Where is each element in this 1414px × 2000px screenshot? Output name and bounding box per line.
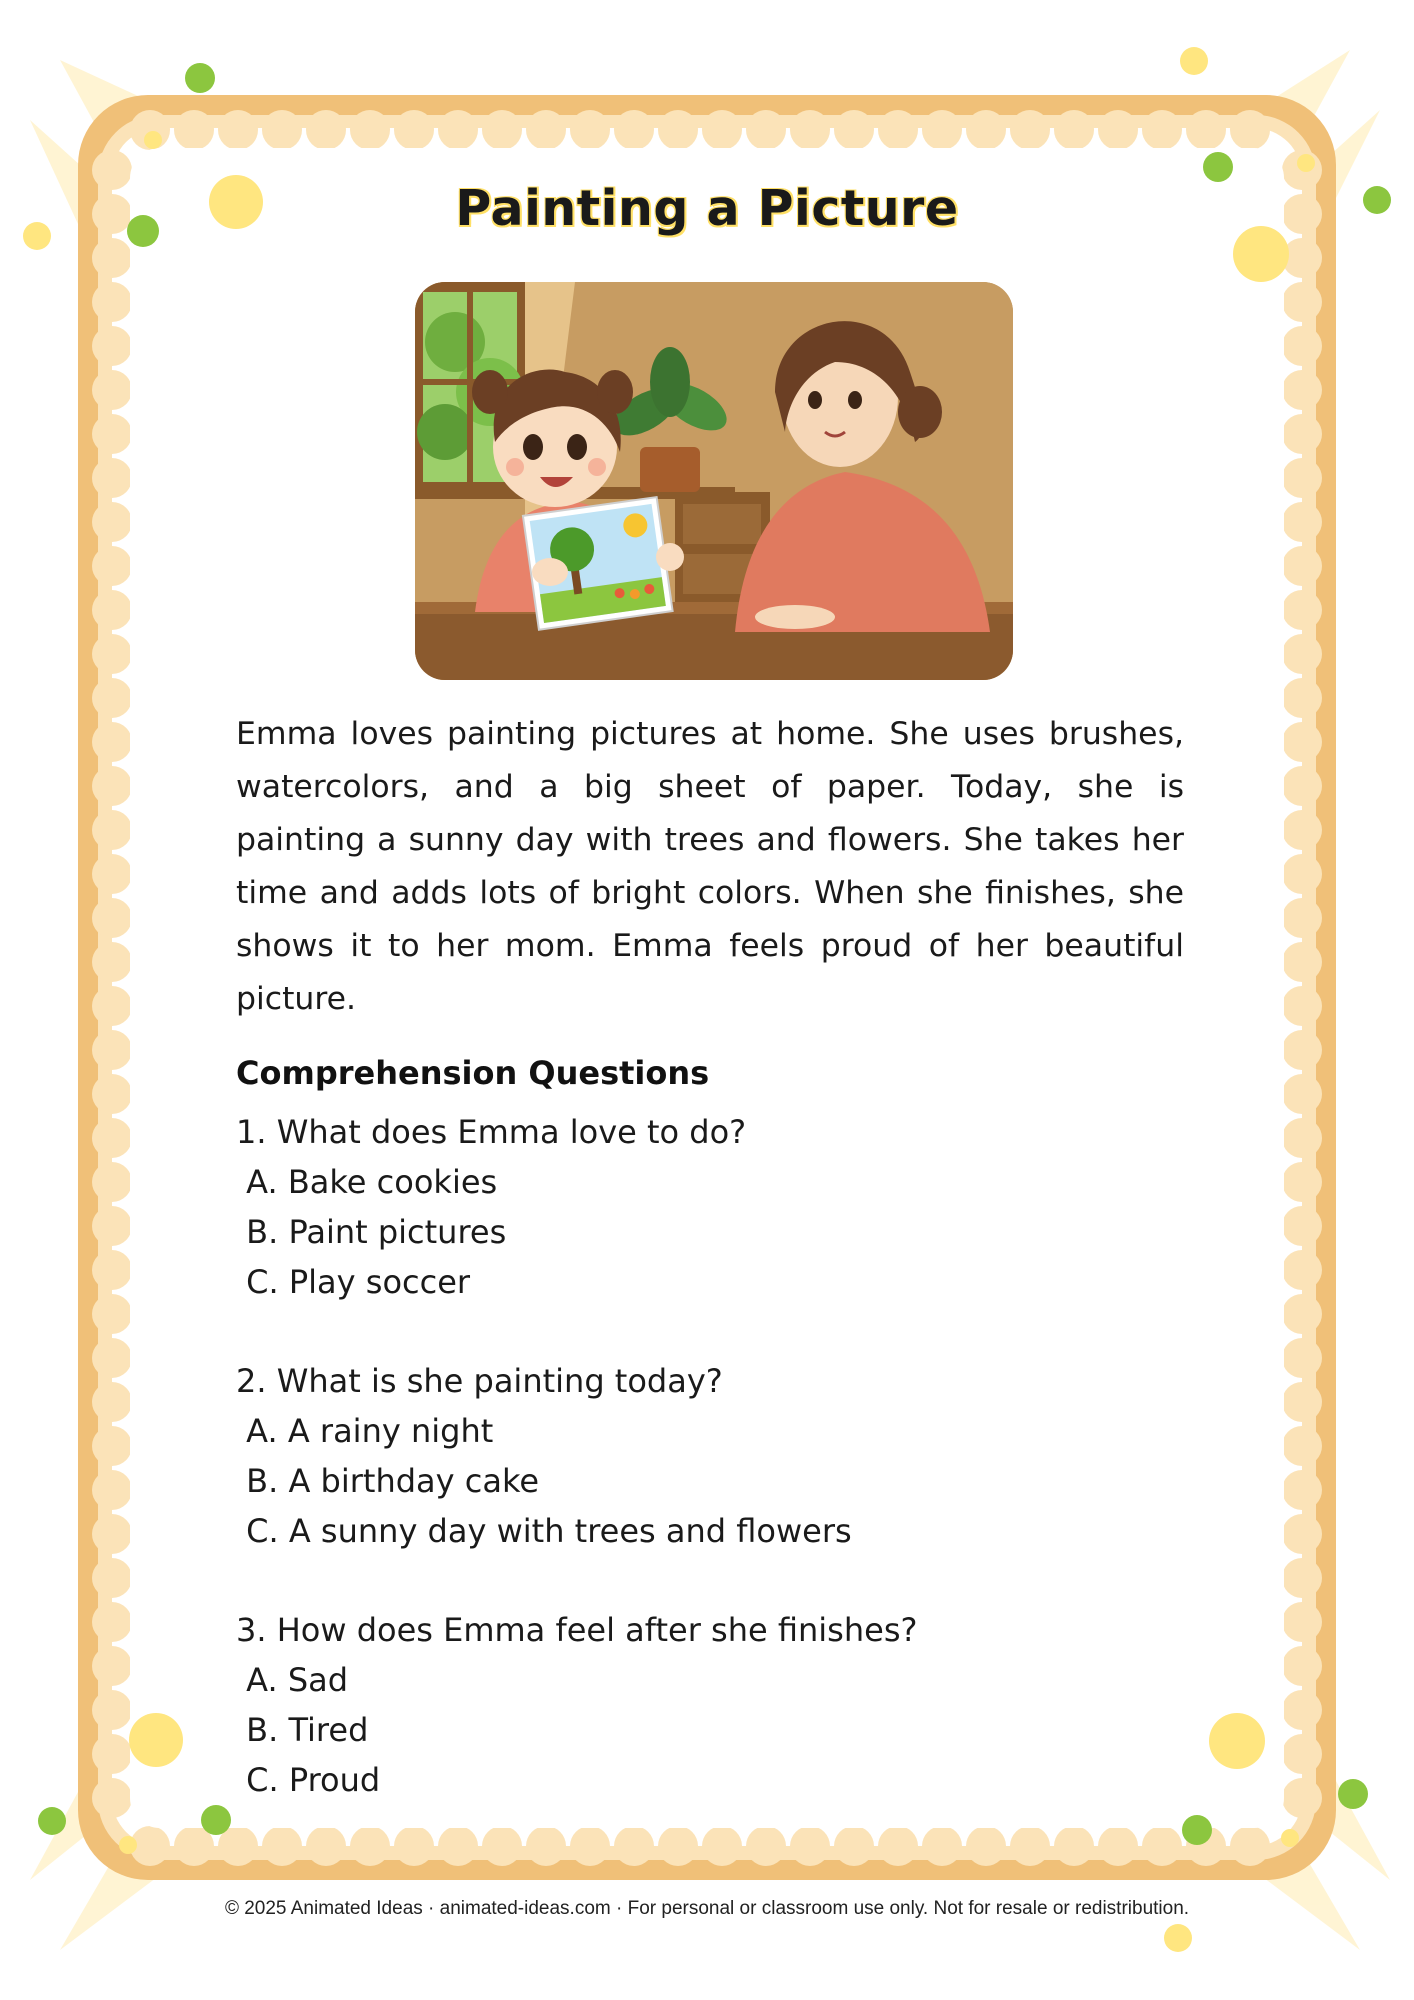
answer-option: C. A sunny day with trees and flowers — [236, 1512, 852, 1550]
decorative-dot — [144, 131, 162, 149]
decorative-dot — [1281, 1829, 1299, 1847]
questions-heading: Comprehension Questions — [236, 1054, 710, 1092]
decorative-dot — [1297, 154, 1315, 172]
decorative-dot — [1182, 1815, 1212, 1845]
answer-option: B. Paint pictures — [236, 1213, 507, 1251]
story-illustration — [415, 282, 1013, 680]
answer-option: A. Bake cookies — [236, 1163, 498, 1201]
decorative-dot — [1180, 47, 1208, 75]
answer-option: C. Proud — [236, 1761, 381, 1799]
decorative-dot — [201, 1805, 231, 1835]
footer-copyright: © 2025 Animated Ideas · animated-ideas.com · For personal or classroom use only. Not for resale or redistribution. — [224, 1898, 1190, 1919]
decorative-dot — [1203, 152, 1233, 182]
decorative-dot — [129, 1713, 183, 1767]
decorative-dot — [38, 1807, 66, 1835]
decorative-dot — [1338, 1779, 1368, 1809]
answer-option: A. A rainy night — [236, 1412, 494, 1450]
decorative-dot — [119, 1836, 137, 1854]
question-3 — [236, 1605, 917, 1805]
answer-option: B. Tired — [236, 1711, 369, 1749]
question-2 — [236, 1356, 852, 1556]
question-1 — [236, 1107, 746, 1307]
story-paragraph: Emma loves painting pictures at home. She uses brushes, watercolors, and a big sheet of paper. Today, she is painting a sunny day with trees and flowers. She takes her time and adds lots of bright colors. When she finishes, she shows it to her mom. Emma feels proud of her beautiful picture. — [236, 716, 1184, 1017]
decorative-dot — [1164, 1924, 1192, 1952]
decorative-dot — [1209, 1713, 1265, 1769]
answer-option: A. Sad — [236, 1661, 349, 1699]
question-text: 2. What is she painting today? — [236, 1362, 723, 1400]
answer-option: B. A birthday cake — [236, 1462, 540, 1500]
page-title: Painting a Picture — [455, 180, 959, 237]
decorative-dot — [185, 63, 215, 93]
answer-option: C. Play soccer — [236, 1263, 471, 1301]
question-text: 1. What does Emma love to do? — [236, 1113, 747, 1151]
question-text: 3. How does Emma feel after she finishes? — [236, 1611, 918, 1649]
